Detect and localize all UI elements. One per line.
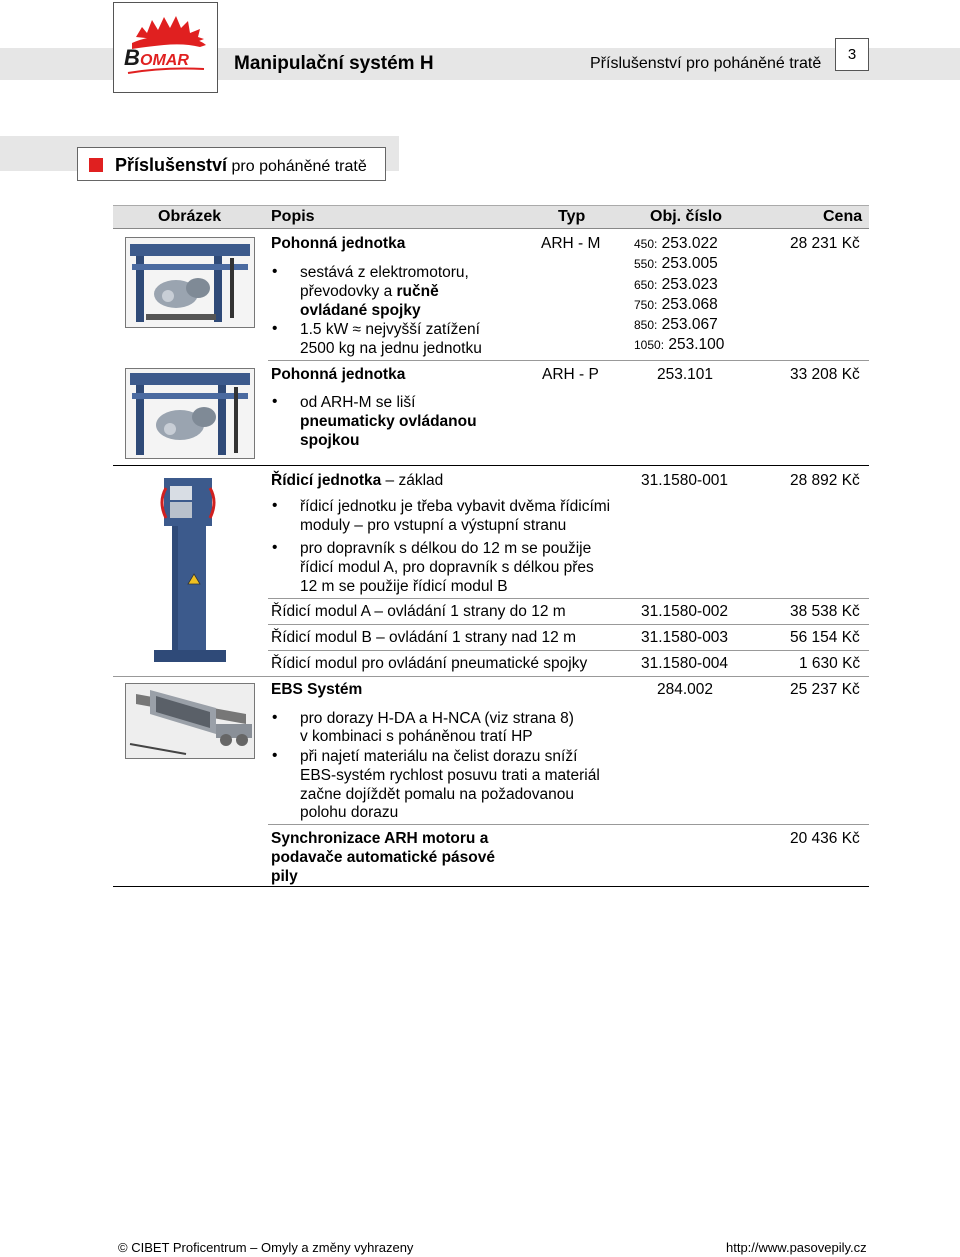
arh-m-b1-l1: sestává z elektromotoru, xyxy=(300,264,469,281)
ebs-b2-l1: při najetí materiálu na čelist dorazu sníží xyxy=(300,748,578,765)
col-desc: Popis xyxy=(271,208,315,225)
section-title-rest: pro poháněné tratě xyxy=(227,158,367,175)
arh-p-b1-l1: od ARH-M se liší xyxy=(300,394,416,411)
arh-m-price: 28 231 Kč xyxy=(790,235,860,252)
control-b2-l1: pro dopravník s délkou do 12 m se použije xyxy=(300,540,592,557)
row-divider xyxy=(268,598,869,599)
row-divider xyxy=(268,824,869,825)
order-item: 850: 253.067 xyxy=(634,316,718,334)
mod-b-order: 31.1580-003 xyxy=(641,629,729,646)
arh-p-b1-l3: spojkou xyxy=(300,432,360,449)
sync-l3: pily xyxy=(271,868,298,885)
col-order: Obj. číslo xyxy=(650,208,723,225)
mod-a-order: 31.1580-002 xyxy=(641,603,729,620)
table-header xyxy=(113,205,869,229)
order-item: 1050: 253.100 xyxy=(634,336,725,354)
ebs-price: 25 237 Kč xyxy=(790,681,860,698)
mod-p-order: 31.1580-004 xyxy=(641,655,729,672)
ebs-system-photo xyxy=(126,684,254,758)
sync-l2: podavače automatické pásové xyxy=(271,849,495,866)
footer-copyright: © CIBET Proficentrum – Omyly a změny vyhrazeny xyxy=(118,1240,414,1255)
mod-b-price: 56 154 Kč xyxy=(790,629,860,646)
header-title: Manipulační systém H xyxy=(234,53,434,74)
bullet-icon: • xyxy=(272,747,278,764)
order-item: 650: 253.023 xyxy=(634,275,718,293)
bullet-icon: • xyxy=(272,320,278,337)
row-divider xyxy=(113,676,869,677)
ebs-b2-l3: začne dojíždět pomalu na požadovanou xyxy=(300,786,575,803)
arh-m-order-list xyxy=(634,234,724,356)
arh-m-b1-l2-bold: ručně xyxy=(396,283,439,300)
mod-a-desc: Řídicí modul A – ovládání 1 strany do 12 m xyxy=(271,603,566,620)
control-b1-l2: moduly – pro vstupní a výstupní stranu xyxy=(300,517,567,534)
col-type: Typ xyxy=(558,208,586,225)
arh-p-b1-l2: pneumaticky ovládanou xyxy=(300,413,477,430)
bullet-icon: • xyxy=(272,497,278,514)
section-divider xyxy=(113,465,869,466)
arh-m-type: ARH - M xyxy=(541,235,601,252)
row-divider xyxy=(268,624,869,625)
mod-a-price: 38 538 Kč xyxy=(790,603,860,620)
table-bottom-rule xyxy=(113,886,869,887)
ebs-b1-l2: v kombinaci s poháněnou tratí HP xyxy=(300,728,533,745)
arh-m-b1-l3: ovládané spojky xyxy=(300,302,421,319)
page-number: 3 xyxy=(835,38,869,71)
control-b2-l2: řídicí modul A, pro dopravník s délkou přes xyxy=(300,559,594,576)
ebs-title: EBS Systém xyxy=(271,681,363,698)
arh-m-image xyxy=(125,237,255,328)
control-unit-image xyxy=(150,474,230,670)
svg-text:OMAR: OMAR xyxy=(140,52,189,69)
svg-text:B: B xyxy=(124,45,140,70)
red-square-icon xyxy=(89,158,103,172)
mod-p-price: 1 630 Kč xyxy=(799,655,861,672)
sync-l1: Synchronizace ARH motoru a xyxy=(271,830,489,847)
section-title-bold: Příslušenství xyxy=(115,155,228,175)
control-cabinet-photo xyxy=(150,474,230,670)
sync-price: 20 436 Kč xyxy=(790,830,860,847)
arh-p-type: ARH - P xyxy=(542,366,599,383)
bullet-icon: • xyxy=(272,393,278,410)
arh-m-title: Pohonná jednotka xyxy=(271,235,406,252)
row-divider xyxy=(268,650,869,651)
ebs-b1-l1: pro dorazy H-DA a H-NCA (viz strana 8) xyxy=(300,710,574,727)
arh-m-b2-l1: 1.5 kW ≈ nejvyšší zatížení xyxy=(300,321,480,338)
arh-m-b2-l2: 2500 kg na jednu jednotku xyxy=(300,340,482,357)
footer-url[interactable]: http://www.pasovepily.cz xyxy=(726,1240,867,1255)
bullet-icon: • xyxy=(272,539,278,556)
ebs-b2-l2: EBS-systém rychlost posuvu trati a materiál xyxy=(300,767,600,784)
bullet-icon: • xyxy=(272,709,278,726)
arh-p-image xyxy=(125,368,255,459)
drive-unit-photo xyxy=(126,238,254,327)
control-order: 31.1580-001 xyxy=(641,472,729,489)
ebs-order: 284.002 xyxy=(657,681,714,698)
header-subtitle: Příslušenství pro poháněné tratě xyxy=(590,55,822,72)
col-image: Obrázek xyxy=(158,208,222,225)
arh-p-title: Pohonná jednotka xyxy=(271,366,406,383)
bomar-logo xyxy=(113,2,218,93)
stegosaurus-logo-icon xyxy=(114,3,217,92)
ebs-image xyxy=(125,683,255,759)
mod-p-desc: Řídicí modul pro ovládání pneumatické spojky xyxy=(271,655,588,672)
section-title xyxy=(77,147,386,181)
control-title: Řídicí jednotka – základ xyxy=(271,472,444,489)
col-price: Cena xyxy=(823,208,863,225)
arh-m-b1-l2: převodovky a ručně xyxy=(300,283,439,300)
ebs-b2-l4: polohu dorazu xyxy=(300,804,399,821)
control-b1-l1: řídicí jednotku je třeba vybavit dvěma řídicími xyxy=(300,498,611,515)
arh-p-order: 253.101 xyxy=(657,366,714,383)
order-item: 750: 253.068 xyxy=(634,295,718,313)
order-item: 450: 253.022 xyxy=(634,235,718,252)
arh-p-price: 33 208 Kč xyxy=(790,366,860,383)
mod-b-desc: Řídicí modul B – ovládání 1 strany nad 12 m xyxy=(271,629,577,646)
control-b2-l3: 12 m se použije řídicí modul B xyxy=(300,578,508,595)
order-item: 550: 253.005 xyxy=(634,255,718,273)
row-divider xyxy=(268,360,869,361)
drive-unit-pneumatic-photo xyxy=(126,369,254,458)
control-price: 28 892 Kč xyxy=(790,472,860,489)
bullet-icon: • xyxy=(272,263,278,280)
